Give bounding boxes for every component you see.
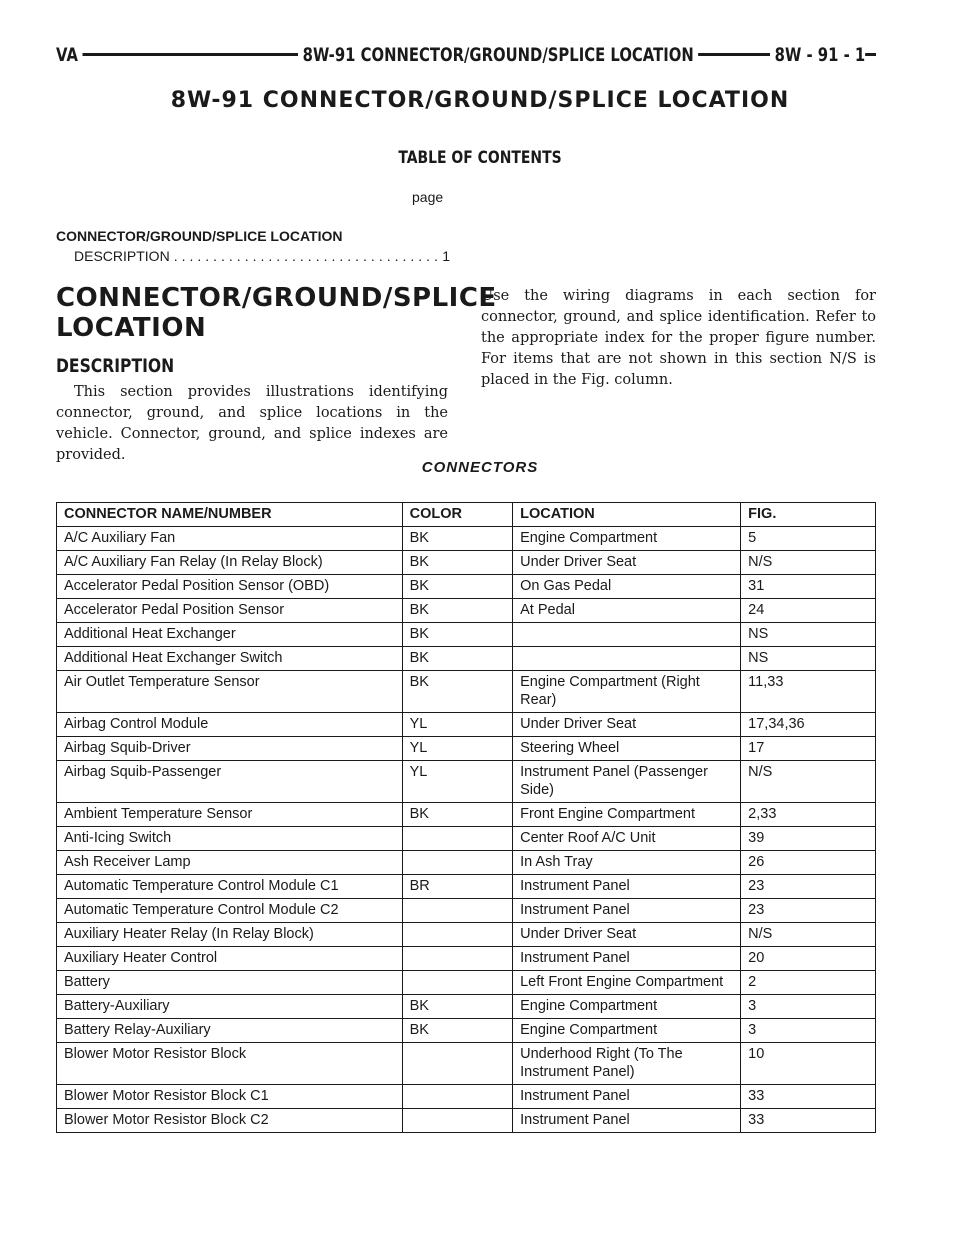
- cell-color: [402, 827, 512, 851]
- cell-color: [402, 1109, 512, 1133]
- cell-location: Engine Compartment: [513, 527, 741, 551]
- table-row: [57, 713, 876, 737]
- cell-location: Underhood Right (To The Instrument Panel): [513, 1043, 741, 1085]
- table-row: [57, 995, 876, 1019]
- cell-connector-name: Additional Heat Exchanger Switch: [57, 647, 403, 671]
- cell-connector-name: Auxiliary Heater Relay (In Relay Block): [57, 923, 403, 947]
- cell-color: [402, 947, 512, 971]
- cell-color: BK: [402, 575, 512, 599]
- cell-color: [402, 851, 512, 875]
- connectors-table: [56, 502, 876, 1133]
- cell-fig: N/S: [741, 761, 876, 803]
- table-row: [57, 761, 876, 803]
- cell-connector-name: Battery: [57, 971, 403, 995]
- cell-fig: N/S: [741, 923, 876, 947]
- cell-location: Left Front Engine Compartment: [513, 971, 741, 995]
- cell-location: Front Engine Compartment: [513, 803, 741, 827]
- section-title: CONNECTOR/GROUND/SPLICE LOCATION: [56, 283, 497, 343]
- cell-connector-name: Ambient Temperature Sensor: [57, 803, 403, 827]
- table-title: CONNECTORS: [421, 459, 539, 476]
- header-center-title: 8W-91 CONNECTOR/GROUND/SPLICE LOCATION: [298, 40, 698, 70]
- cell-fig: 17: [741, 737, 876, 761]
- cell-color: BK: [402, 671, 512, 713]
- cell-color: YL: [402, 713, 512, 737]
- cell-location: Steering Wheel: [513, 737, 741, 761]
- cell-location: At Pedal: [513, 599, 741, 623]
- cell-location: [513, 647, 741, 671]
- cell-location: Instrument Panel: [513, 1085, 741, 1109]
- cell-location: [513, 623, 741, 647]
- cell-color: [402, 923, 512, 947]
- cell-fig: NS: [741, 647, 876, 671]
- table-row: [57, 923, 876, 947]
- table-row: [57, 1043, 876, 1085]
- table-row: [57, 899, 876, 923]
- cell-fig: NS: [741, 623, 876, 647]
- table-row: [57, 1109, 876, 1133]
- cell-connector-name: A/C Auxiliary Fan: [57, 527, 403, 551]
- cell-connector-name: Auxiliary Heater Control: [57, 947, 403, 971]
- cell-fig: 24: [741, 599, 876, 623]
- header-connector-name: CONNECTOR NAME/NUMBER: [57, 503, 403, 527]
- cell-fig: 33: [741, 1085, 876, 1109]
- cell-color: BK: [402, 647, 512, 671]
- table-row: [57, 527, 876, 551]
- table-row: [57, 875, 876, 899]
- table-row: [57, 1085, 876, 1109]
- table-row: [57, 599, 876, 623]
- toc-section[interactable]: CONNECTOR/GROUND/SPLICE LOCATION: [56, 228, 343, 244]
- table-row: [57, 827, 876, 851]
- page-title: 8W-91 CONNECTOR/GROUND/SPLICE LOCATION: [170, 88, 790, 113]
- cell-connector-name: Battery-Auxiliary: [57, 995, 403, 1019]
- cell-fig: 11,33: [741, 671, 876, 713]
- table-row: [57, 671, 876, 713]
- table-row: [57, 575, 876, 599]
- cell-fig: 23: [741, 875, 876, 899]
- cell-fig: 23: [741, 899, 876, 923]
- header-fig: FIG.: [741, 503, 876, 527]
- toc-entry-label: DESCRIPTION: [74, 248, 170, 264]
- cell-fig: 2,33: [741, 803, 876, 827]
- cell-color: YL: [402, 761, 512, 803]
- cell-color: BR: [402, 875, 512, 899]
- cell-location: Instrument Panel (Passenger Side): [513, 761, 741, 803]
- cell-location: Instrument Panel: [513, 947, 741, 971]
- cell-fig: 20: [741, 947, 876, 971]
- toc-page-label: page: [412, 189, 444, 205]
- cell-fig: 26: [741, 851, 876, 875]
- description-paragraph-right: Use the wiring diagrams in each section for connector, ground, and splice identification. Refer to the appropriate index for the proper figure number. For items that are not shown in this section N/S is placed in the Fig. column.: [481, 288, 876, 388]
- cell-connector-name: Automatic Temperature Control Module C1: [57, 875, 403, 899]
- table-row: [57, 623, 876, 647]
- cell-connector-name: Blower Motor Resistor Block C1: [57, 1085, 403, 1109]
- cell-color: YL: [402, 737, 512, 761]
- description-paragraph-left: This section provides illustrations identifying connector, ground, and splice locations in the vehicle. Connector, ground, and splice indexes are provided.: [56, 384, 448, 463]
- cell-fig: 39: [741, 827, 876, 851]
- cell-color: [402, 1043, 512, 1085]
- header-left: VA: [56, 40, 83, 70]
- cell-color: [402, 1085, 512, 1109]
- page-header: [56, 40, 876, 70]
- cell-color: [402, 971, 512, 995]
- table-row: [57, 803, 876, 827]
- table-header-row: [57, 503, 876, 527]
- table-row: [57, 737, 876, 761]
- cell-location: Instrument Panel: [513, 1109, 741, 1133]
- cell-connector-name: Automatic Temperature Control Module C2: [57, 899, 403, 923]
- toc-leader-dots: [174, 248, 439, 264]
- cell-connector-name: Blower Motor Resistor Block C2: [57, 1109, 403, 1133]
- cell-color: BK: [402, 803, 512, 827]
- cell-location: Engine Compartment: [513, 995, 741, 1019]
- table-row: [57, 971, 876, 995]
- cell-location: Center Roof A/C Unit: [513, 827, 741, 851]
- cell-location: Instrument Panel: [513, 875, 741, 899]
- cell-location: Under Driver Seat: [513, 551, 741, 575]
- cell-connector-name: Air Outlet Temperature Sensor: [57, 671, 403, 713]
- cell-fig: 3: [741, 995, 876, 1019]
- cell-color: BK: [402, 1019, 512, 1043]
- cell-connector-name: Anti-Icing Switch: [57, 827, 403, 851]
- cell-color: BK: [402, 551, 512, 575]
- cell-fig: 10: [741, 1043, 876, 1085]
- table-row: [57, 1019, 876, 1043]
- cell-color: BK: [402, 623, 512, 647]
- cell-color: [402, 899, 512, 923]
- cell-fig: 17,34,36: [741, 713, 876, 737]
- cell-fig: 31: [741, 575, 876, 599]
- toc-entry-page: 1: [442, 248, 450, 264]
- cell-location: Instrument Panel: [513, 899, 741, 923]
- toc-title: TABLE OF CONTENTS: [398, 148, 562, 168]
- table-row: [57, 851, 876, 875]
- cell-connector-name: Battery Relay-Auxiliary: [57, 1019, 403, 1043]
- cell-connector-name: Accelerator Pedal Position Sensor (OBD): [57, 575, 403, 599]
- table-row: [57, 947, 876, 971]
- table-row: [57, 551, 876, 575]
- cell-fig: 5: [741, 527, 876, 551]
- section-subtitle: DESCRIPTION: [56, 355, 175, 377]
- cell-location: Under Driver Seat: [513, 923, 741, 947]
- cell-fig: N/S: [741, 551, 876, 575]
- cell-connector-name: Ash Receiver Lamp: [57, 851, 403, 875]
- cell-location: On Gas Pedal: [513, 575, 741, 599]
- cell-connector-name: Airbag Squib-Passenger: [57, 761, 403, 803]
- cell-location: Engine Compartment: [513, 1019, 741, 1043]
- header-color: COLOR: [402, 503, 512, 527]
- table-row: [57, 647, 876, 671]
- cell-connector-name: A/C Auxiliary Fan Relay (In Relay Block): [57, 551, 403, 575]
- cell-fig: 33: [741, 1109, 876, 1133]
- header-page-number: 8W - 91 - 1: [770, 40, 865, 70]
- cell-color: BK: [402, 527, 512, 551]
- cell-location: In Ash Tray: [513, 851, 741, 875]
- cell-color: BK: [402, 995, 512, 1019]
- toc-entry[interactable]: [74, 248, 450, 264]
- cell-location: Under Driver Seat: [513, 713, 741, 737]
- cell-location: Engine Compartment (Right Rear): [513, 671, 741, 713]
- cell-connector-name: Airbag Squib-Driver: [57, 737, 403, 761]
- cell-fig: 3: [741, 1019, 876, 1043]
- cell-color: BK: [402, 599, 512, 623]
- header-location: LOCATION: [513, 503, 741, 527]
- cell-connector-name: Airbag Control Module: [57, 713, 403, 737]
- cell-connector-name: Additional Heat Exchanger: [57, 623, 403, 647]
- cell-connector-name: Blower Motor Resistor Block: [57, 1043, 403, 1085]
- cell-connector-name: Accelerator Pedal Position Sensor: [57, 599, 403, 623]
- cell-fig: 2: [741, 971, 876, 995]
